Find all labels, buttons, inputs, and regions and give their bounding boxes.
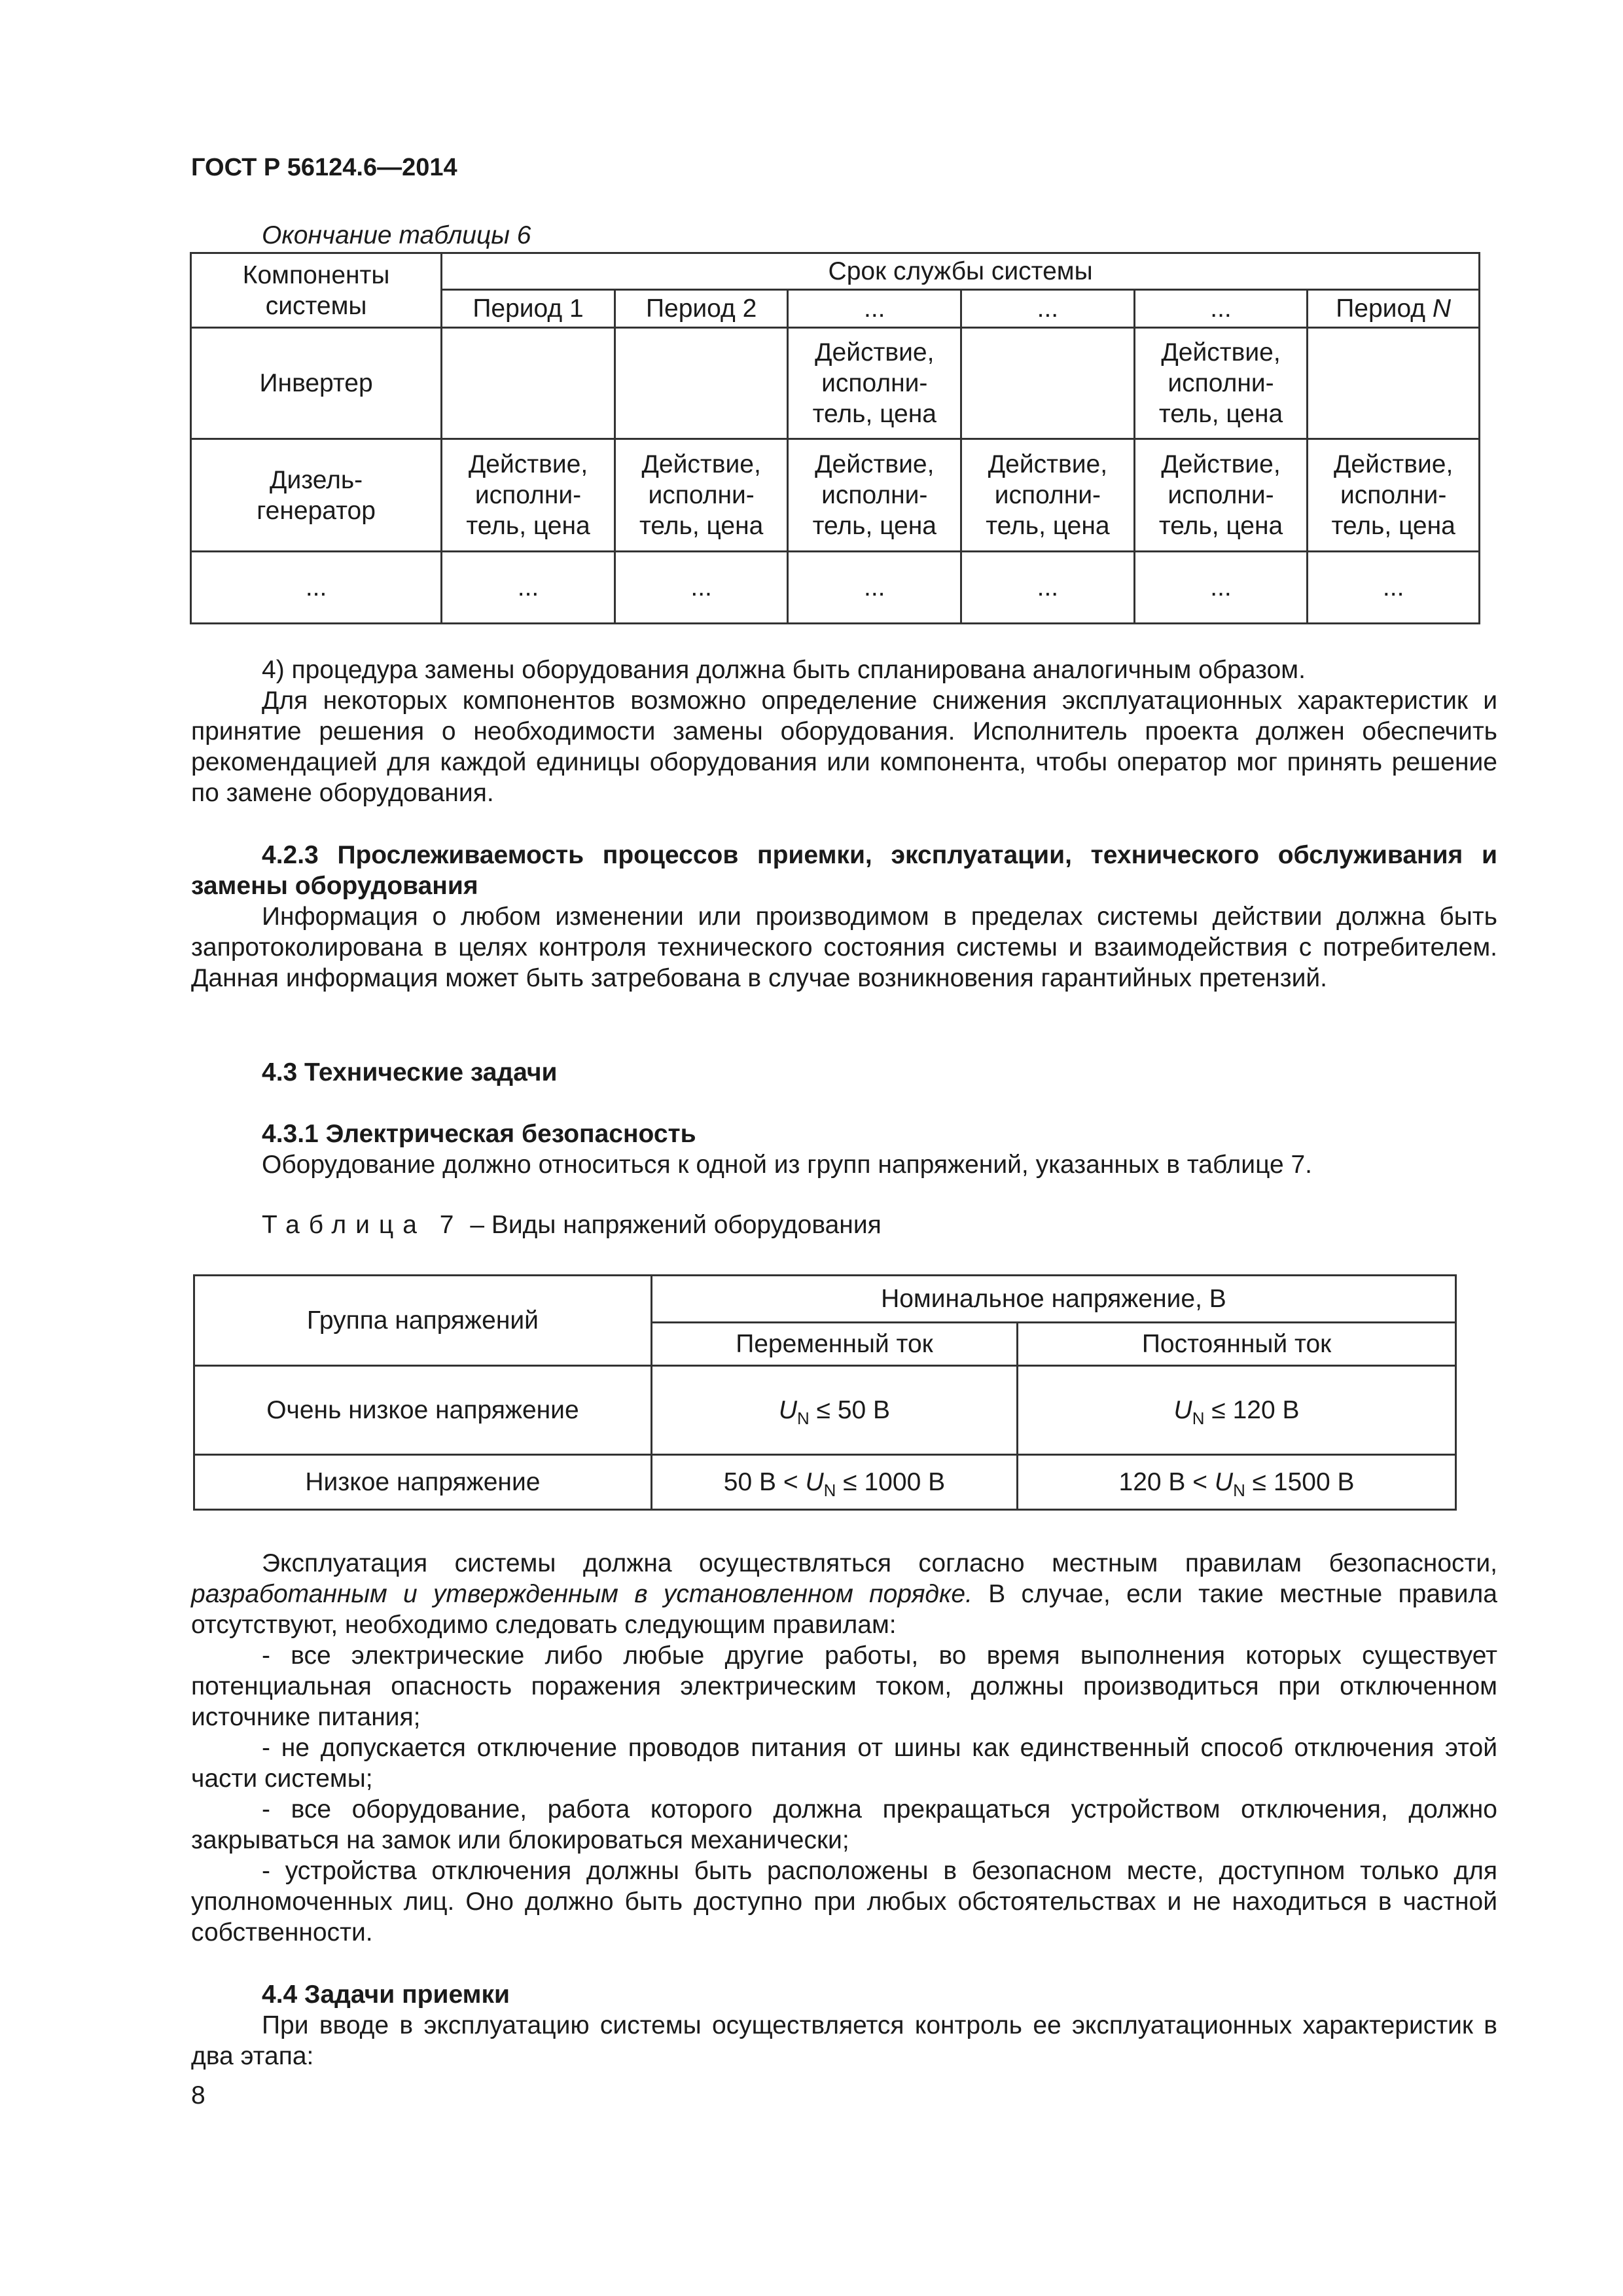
paragraph: При вводе в эксплуатацию системы осуществляется контроль ее эксплуатационных характеристик в два этапа: xyxy=(191,2011,1497,2070)
table7-nominal-header: Номинальное напряжение, В xyxy=(651,1276,1455,1323)
table7-row-group: Низкое напряжение xyxy=(194,1455,652,1510)
paragraph: Оборудование должно относиться к одной из групп напряжений, указанных в таблице 7. xyxy=(262,1151,1313,1179)
paragraph: Для некоторых компонентов возможно определение снижения эксплуатационных характеристик и принятие решения о необходимости замены оборудования. Исполнитель проекта должен обеспечить рекомендацией для каждой единицы оборудования или компонента, чтобы оператор мог принять решение по замене оборудования. xyxy=(191,687,1497,807)
table7-dc-value: 120 $В < U_N \le 1500$ В xyxy=(1018,1455,1456,1510)
table6-cell: ... xyxy=(1134,552,1308,624)
paragraph: Информация о любом изменении или производимом в пределах системы действии должна быть запротоколирована в целях контроля технического состояния системы и взаимодействия с потребителем. Данная информация может быть затребована в случае возникновения гарантийных претензий. xyxy=(191,903,1497,992)
table6-component-header: Компоненты системы xyxy=(191,253,442,328)
table6-cell xyxy=(442,328,615,439)
table6-period: Период 1 xyxy=(442,290,615,328)
table6-cell: Действие, исполни- тель, цена xyxy=(1308,439,1480,552)
table6-cell xyxy=(1308,328,1480,439)
table6-cell: ... xyxy=(442,552,615,624)
section-heading-4-2-3: 4.2.3 Прослеживаемость процессов приемки, эксплуатации, технического обслуживания и замены оборудования xyxy=(191,841,1497,900)
page-number: 8 xyxy=(191,2081,205,2109)
table6-period: ... xyxy=(961,290,1135,328)
table6-cell: ... xyxy=(1308,552,1480,624)
table7-dc-value: $U_N \le 120$ В xyxy=(1018,1366,1456,1455)
table6-row-name: ... xyxy=(191,552,442,624)
table6-cell: Действие, исполни- тель, цена xyxy=(442,439,615,552)
section-heading-4-4: 4.4 Задачи приемки xyxy=(262,1981,510,2009)
table7-ac-value: $U_N \le 50$ В xyxy=(651,1366,1017,1455)
table7-dc-header: Постоянный ток xyxy=(1018,1323,1456,1366)
list-item: - устройства отключения должны быть расположены в безопасном месте, доступном только для уполномоченных лиц. Оно должно быть доступно при любых обстоятельствах и не находиться в частной собственности. xyxy=(191,1857,1497,1946)
table-6 xyxy=(190,252,1480,624)
list-item: - все оборудование, работа которого должна прекращаться устройством отключения, должно закрываться на замок или блокироваться механически; xyxy=(191,1795,1497,1854)
table6-row-name: Дизель- генератор xyxy=(191,439,442,552)
section-heading-4-3-1: 4.3.1 Электрическая безопасность xyxy=(262,1120,696,1148)
table6-cell: ... xyxy=(615,552,788,624)
table6-period: ... xyxy=(788,290,961,328)
document-header: ГОСТ Р 56124.6—2014 xyxy=(191,154,457,181)
table6-period: ... xyxy=(1134,290,1308,328)
paragraph: 4) процедура замены оборудования должна быть спланирована аналогичным образом. xyxy=(262,656,1306,684)
table7-ac-header: Переменный ток xyxy=(651,1323,1017,1366)
table-7 xyxy=(193,1274,1457,1511)
table6-cell: ... xyxy=(961,552,1135,624)
table6-period: Период 2 xyxy=(615,290,788,328)
table6-cell xyxy=(615,328,788,439)
table6-period-n: Период N xyxy=(1308,290,1480,328)
table6-cell: Действие, исполни- тель, цена xyxy=(615,439,788,552)
table7-row-group: Очень низкое напряжение xyxy=(194,1366,652,1455)
list-item: - все электрические либо любые другие работы, во время выполнения которых существует потенциальная опасность поражения электрическим током, должны производиться при отключенном источнике питания; xyxy=(191,1641,1497,1731)
table6-caption: Окончание таблицы 6 xyxy=(262,221,531,249)
table6-cell xyxy=(961,328,1135,439)
table6-cell: Действие, исполни- тель, цена xyxy=(1134,328,1308,439)
table7-group-header: Группа напряжений xyxy=(194,1276,652,1366)
table6-cell: Действие, исполни- тель, цена xyxy=(1134,439,1308,552)
table6-row-name: Инвертер xyxy=(191,328,442,439)
table6-cell: Действие, исполни- тель, цена xyxy=(961,439,1135,552)
table6-service-header: Срок службы системы xyxy=(442,253,1480,290)
table6-cell: Действие, исполни- тель, цена xyxy=(788,439,961,552)
section-heading-4-3: 4.3 Технические задачи xyxy=(262,1058,558,1086)
table7-caption: Таблица 7 – Виды напряжений оборудования xyxy=(262,1211,882,1239)
paragraph: Эксплуатация системы должна осуществляться согласно местным правилам безопасности, разработанным и утвержденным в установленном порядке. В случае, если такие местные правила отсутствуют, необходимо следовать следующим правилам: xyxy=(191,1549,1497,1639)
table6-cell: ... xyxy=(788,552,961,624)
list-item: - не допускается отключение проводов питания от шины как единственный способ отключения этой части системы; xyxy=(191,1734,1497,1793)
table6-cell: Действие, исполни- тель, цена xyxy=(788,328,961,439)
table7-ac-value: 50 $В < U_N \le 1000$ В xyxy=(651,1455,1017,1510)
